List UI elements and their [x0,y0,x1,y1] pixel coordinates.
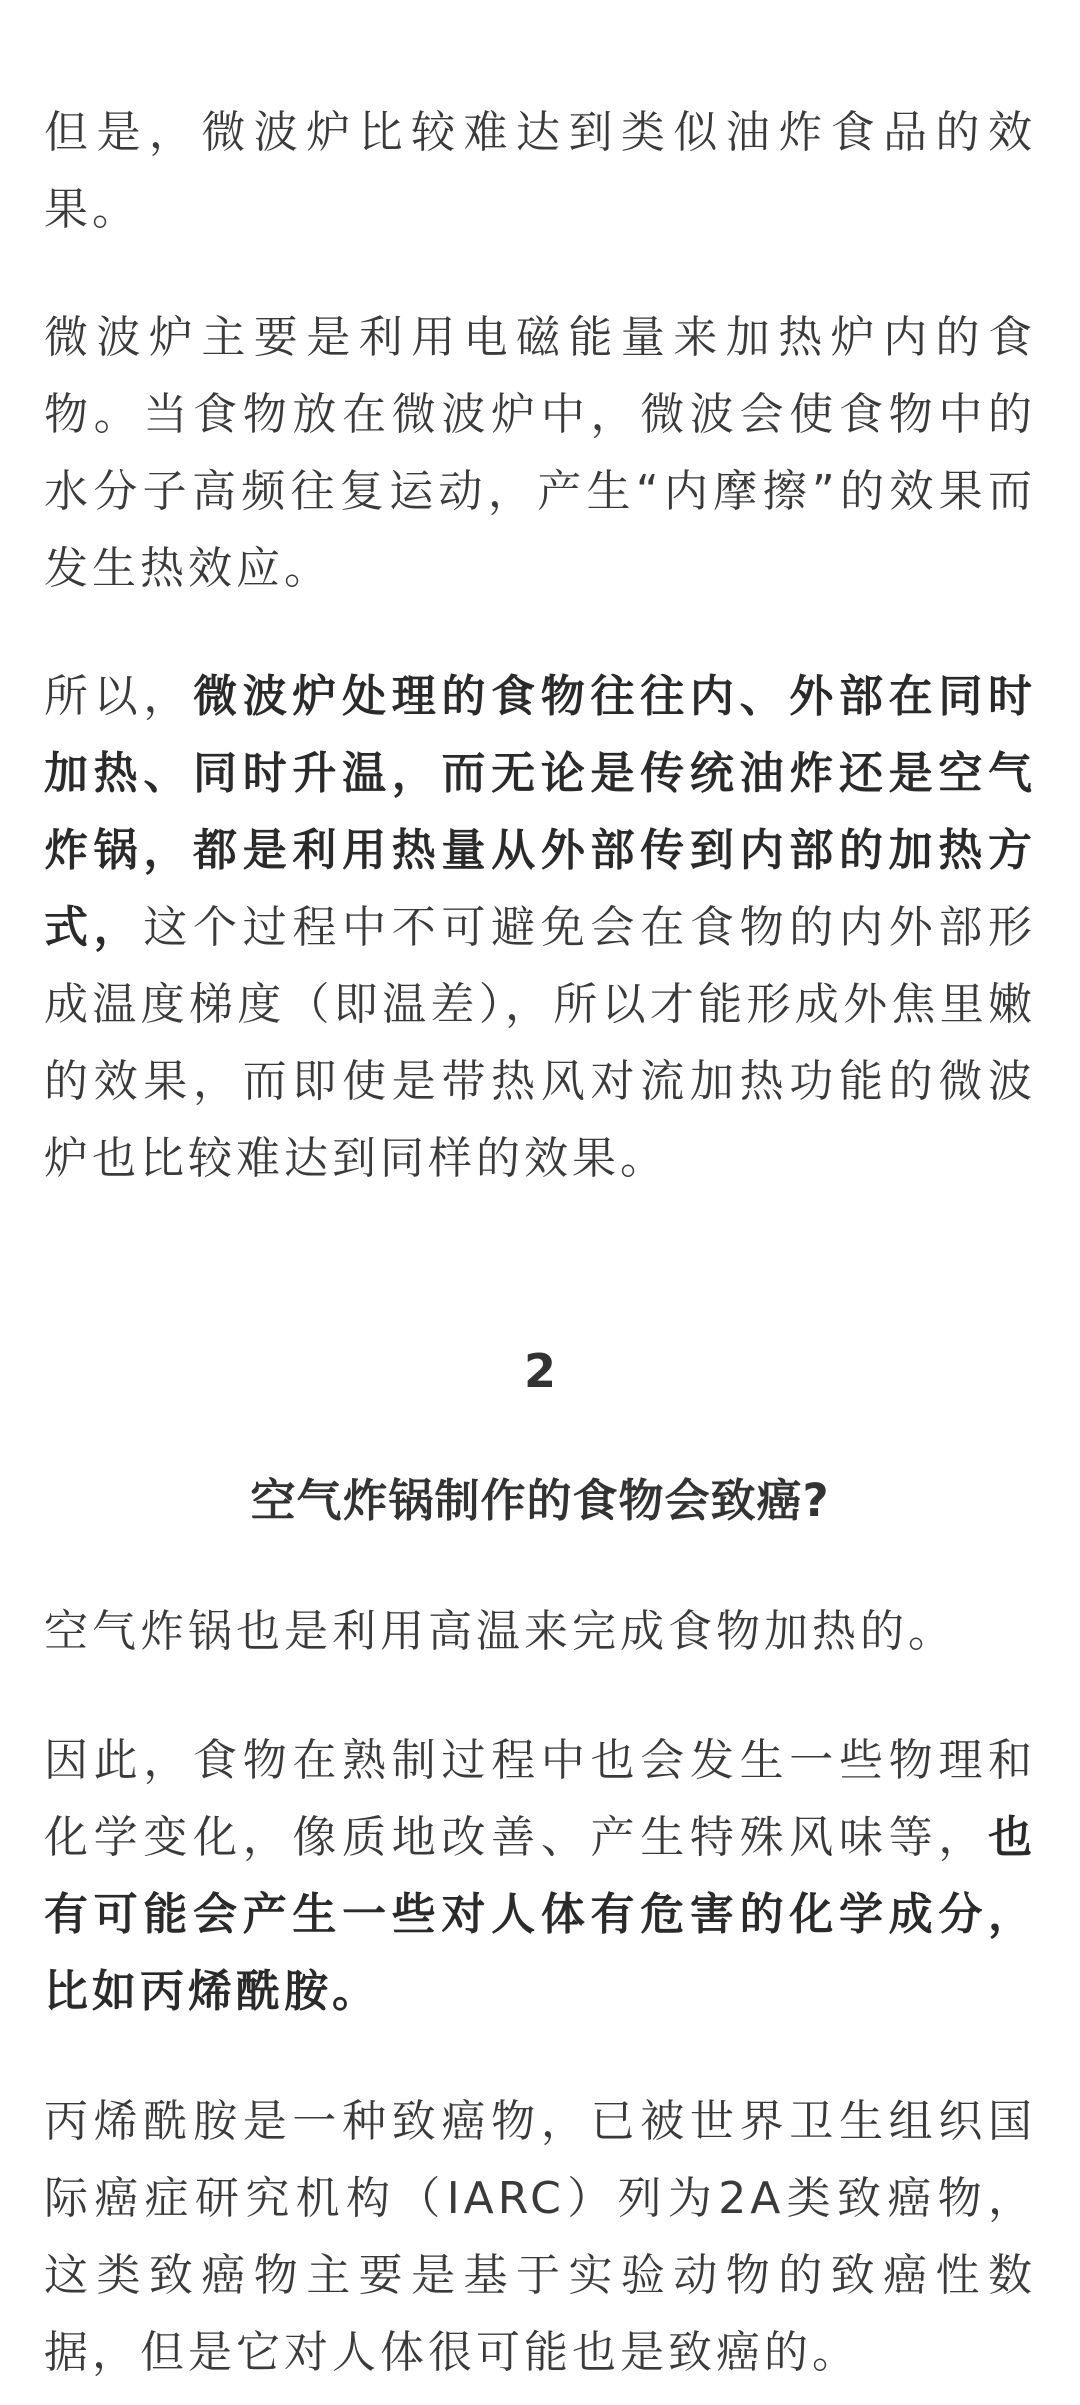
section-title: 空气炸锅制作的食物会致癌? [250,1474,830,1527]
paragraph-rest-text: 这个过程中不可避免会在食物的内外部形成温度梯度（即温差），所以才能形成外焦里嫩的效果，而即使是带热风对流加热功能的微波炉也比较难达到同样的效果。 [44,902,1037,1184]
paragraph-bold-text: 微波炉处理的食物往往内、外部在同时加热、同时升温，而无论是传统油炸还是空气炸锅，都是利用热量从外部传到内部的加热方式， [44,671,1037,953]
paragraph-bold-text: 也有可能会产生一些对人体有危害的化学成分，比如丙烯酰胺。 [44,1812,1036,2017]
paragraph-lead-text: 所以， [44,671,194,722]
paragraph-chemical-change [44,1722,1036,2030]
paragraph-microwave-principle: 微波炉主要是利用电磁能量来加热炉内的食物。当食物放在微波炉中，微波会使食物中的水分子高频往复运动，产生“内摩擦”的效果而发生热效应。 [44,312,1036,594]
section-number: 2 [523,1344,556,1398]
paragraph-acrylamide: 丙烯酰胺是一种致癌物，已被世界卫生组织国际癌症研究机构（IARC）列为2A类致癌物，这类致癌物主要是基于实验动物的致癌性数据，但是它对人体很可能也是致癌的。 [44,2096,1036,2378]
paragraph-microwave-effect: 但是，微波炉比较难达到类似油炸食品的效果。 [44,107,1036,235]
paragraph-heating-comparison [44,658,1036,1197]
paragraph-lead-text: 因此，食物在熟制过程中也会发生一些物理和化学变化，像质地改善、产生特殊风味等， [44,1735,1036,1863]
paragraph-air-fryer-heat: 空气炸锅也是利用高温来完成食物加热的。 [44,1606,956,1657]
